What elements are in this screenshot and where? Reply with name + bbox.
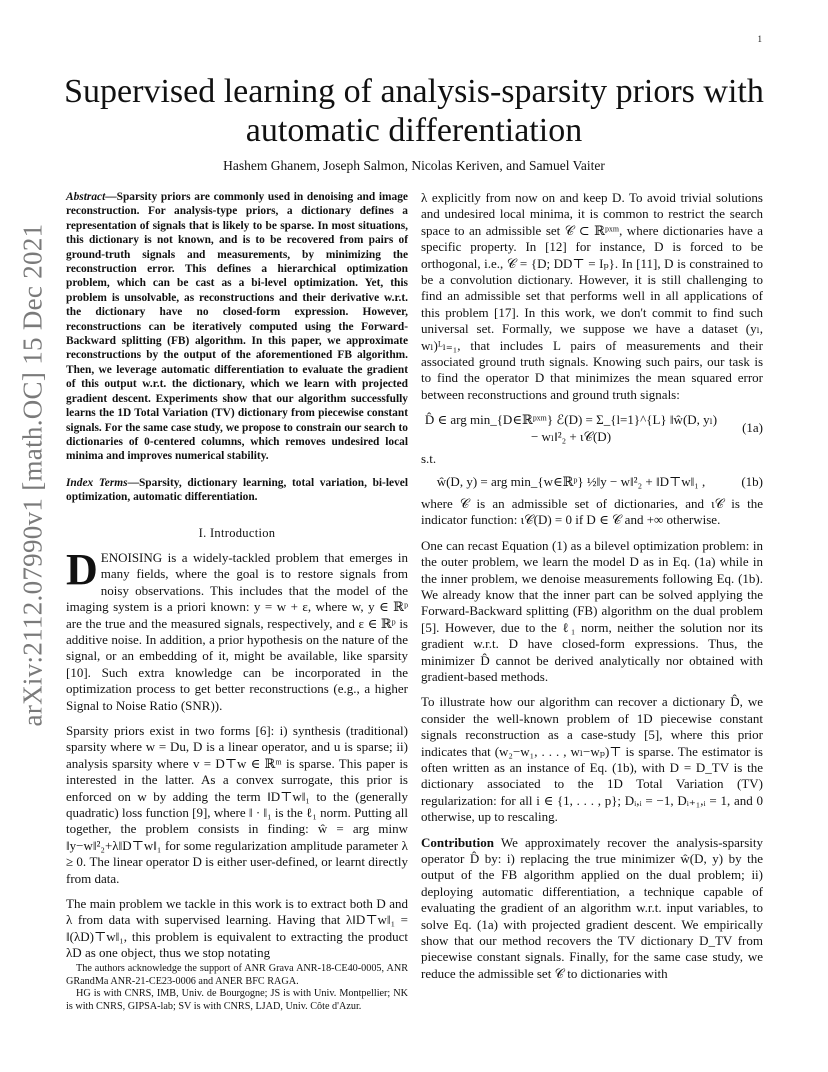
footnote-affiliations: HG is with CNRS, IMB, Univ. de Bourgogne; JS is with Univ. Montpellier; NK is with CNRS, GIPSA-lab; SV is with CNRS, LJAD, Univ. Côte d'Azur.	[66, 988, 408, 1012]
index-terms	[66, 476, 408, 505]
contribution-label: Contribution	[421, 834, 494, 850]
such-that-label: s.t.	[421, 451, 437, 467]
intro-paragraph-1-text: ENOISING is a widely-tackled problem that emerges in many fields, where the goal is to restore signals from noisy observations. This includes that the model of the imaging system is a priori known: y = w + ε, where w, y ∈ ℝᵖ are the true and the measured signals, respectively, and ε ∈ ℝᵖ is additive noise. In addition, a prior hypothesis on the nature of the signal, or an embedding of it, might be available, like sparsity [10]. Such extra knowledge can be incorporated in the optimization process to get better reconstructions (e.g., a higher Signal to Noise Ratio (SNR)).	[66, 549, 408, 713]
equation-1a	[421, 412, 763, 445]
footnote-funding: The authors acknowledge the support of ANR Grava ANR-18-CE40-0005, ANR GRandMa ANR-21-CE23-0006 and ANER BFC RAGA.	[66, 963, 408, 987]
intro-paragraph-3: The main problem we tackle in this work is to extract both D and λ from data with supervised learning. Having that λ‖D⊤w‖₁ = ‖(λD)⊤w‖₁, this problem is equivalent to extracting the product λD as one object, thus we stop notating	[66, 896, 408, 961]
footnotes	[66, 963, 408, 1013]
dropcap-letter: D	[66, 544, 98, 594]
left-column	[66, 190, 408, 971]
index-terms-text: —Sparsity, dictionary learning, total variation, bi-level optimization, automatic differentiation.	[66, 476, 408, 504]
equation-1b-number: (1b)	[741, 473, 763, 489]
equation-1b-expression: ŵ(D, y) = arg min_{w∈ℝᵖ} ½‖y − w‖²₂ + ‖D⊤w‖₁ ,	[436, 473, 706, 489]
paper-authors: Hashem Ghanem, Joseph Salmon, Nicolas Keriven, and Samuel Vaiter	[223, 158, 605, 173]
contribution-text: We approximately recover the analysis-sparsity operator D̂ by: i) replacing the true minimizer ŵ(D, y) by the output of the FB algorithm applied on the dual problem; ii) deploying automatic differentiation, a technique capable of evaluating the gradient of an algorithm w.r.t. input variables, to solve Eq. (1a) with projected gradient descent. We empirically show that our method recovers the TV dictionary D_TV from piecewise constant signals. Finally, for the same case study, we reduce the admissible set 𝒞 to dictionaries with	[421, 834, 763, 981]
right-paragraph-1: λ explicitly from now on and keep D. To avoid trivial solutions and undesired local minima, it is common to restrict the search space to an admissible set 𝒞 ⊂ ℝᵖˣᵐ, where dictionaries have a specific property. In [12] for instance, D is forced to be orthogonal, i.e., 𝒞 = {D; DD⊤ = Iₚ}. In [11], D is constrained to be a convolution dictionary. However, it is still challenging to find an admissible set that performs well in all applications of this problem [17]. In this work, we don't commit to find such universal set. Formally, we suppose we have a dataset (yₗ, wₗ)ᴸₗ₌₁, that includes L pairs of measurements and their associated ground truth signals. Knowing such pairs, our task is to find the operator D that minimizes the mean squared error between reconstructions and ground truth signals:	[421, 190, 763, 402]
page-number: 1	[757, 34, 762, 44]
intro-paragraph-1	[66, 544, 408, 714]
right-paragraph-4: To illustrate how our algorithm can recover a dictionary D̂, we consider the well-known problem of 1D piecewise constant signals reconstruction as a case-study [5], where this prior indicates that (w₂−w₁, . . . , wₗ−wₚ)⊤ is sparse. The estimator is often written as an instance of Eq. (1b), with D = D_TV is the dictionary associated to the 1D Total Variation (TV) regularization: for all i ∈ {1, . . . , p}; Dᵢ,ᵢ = −1, Dᵢ₊₁,ᵢ = 1, and 0 otherwise, up to rescaling.	[421, 694, 763, 825]
arxiv-stamp-text: arXiv:2112.07990v1 [math.OC] 15 Dec 2021	[17, 223, 48, 727]
section-heading-introduction: I. Introduction	[198, 525, 276, 540]
abstract	[66, 190, 408, 464]
index-terms-label: Index Terms	[66, 476, 128, 489]
contribution-paragraph	[421, 835, 763, 983]
arxiv-stamp	[14, 223, 52, 727]
equation-1a-number: (1a)	[742, 420, 763, 436]
abstract-label: Abstract	[66, 191, 106, 203]
right-column	[421, 190, 763, 991]
abstract-text: —Sparsity priors are commonly used in denoising and image reconstruction. For analysis-type priors, a dictionary defines a representation of signals that is likely to be sparse. In most situations, this dictionary is not known, and is to be recovered from pairs of ground-truth signals and measurements, by minimizing the reconstruction error. This defines a hierarchical optimization problem, which can be cast as a bi-level optimization. Yet, this problem is unsolvable, as reconstructions and their derivative w.r.t. the dictionary have no closed-form expression. However, reconstructions can be iteratively computed using the Forward-Backward splitting (FB) algorithm. In this paper, we approximate reconstructions by the output of the aforementioned FB algorithm. Then, we leverage automatic differentiation to evaluate the gradient of this output w.r.t. the dictionary, which we learn with projected gradient descent. Experiments show that our algorithm successfully learns the 1D Total Variation (TV) dictionary from piecewise constant signals. For the same case study, we propose to constrain our search to dictionaries of 0-centered columns, which removes undesired local minima and improves numerical stability.	[66, 191, 408, 463]
equation-1b	[421, 474, 763, 490]
right-paragraph-3: One can recast Equation (1) as a bilevel optimization problem: in the outer problem, we learn the model D as in Eq. (1a) while in the inner problem, we denoise measurements following Eq. (1b). We already know that the inner part can be solved applying the Forward-Backward splitting (FB) algorithm on the dual problem [5]. However, due to the ℓ₁ norm, neither the solution nor its gradient w.r.t. D have closed-form expressions. Thus, the minimizer D̂ cannot be derived analytically nor obtained with gradient-based methods.	[421, 537, 763, 684]
intro-paragraph-2: Sparsity priors exist in two forms [6]: i) synthesis (traditional) sparsity where w = Du, D is a linear operator, and u is sparse; ii) analysis sparsity where v = D⊤w ∈ ℝᵐ is sparse. This paper is interested in the latter. As a convex surrogate, this prior is enforced on w by adding the term ‖D⊤w‖₁ to the (generally quadratic) loss function [9], where ‖ · ‖₁ is the ℓ₁ norm. Putting all together, the problem consists in finding: ŵ = arg minw ‖y−w‖²₂+λ‖D⊤w‖₁ for some regularization amplitude parameter λ ≥ 0. The linear operator D is either user-defined, or learnt directly from data.	[66, 723, 408, 886]
right-paragraph-2: where 𝒞 is an admissible set of dictionaries, and ι𝒞 is the indicator function: ι𝒞(D) = 0 if D ∈ 𝒞 and +∞ otherwise.	[421, 495, 763, 528]
equation-1a-expression: D̂ ∈ arg min_{D∈ℝᵖˣᵐ} ℰ(D) = Σ_{l=1}^{L} ‖ŵ(D, yₗ) − wₗ‖²₂ + ι𝒞(D)	[424, 412, 718, 444]
paper-title: Supervised learning of analysis-sparsity priors with automatic differentiation	[64, 73, 764, 149]
